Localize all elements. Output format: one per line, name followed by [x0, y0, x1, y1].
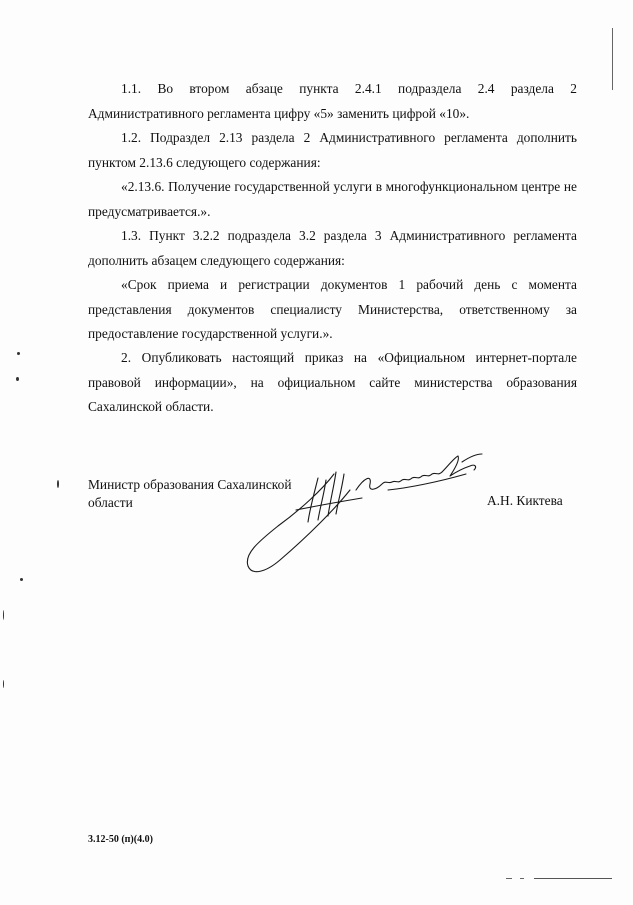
- scan-speck: [3, 610, 4, 620]
- scan-speck: [16, 377, 19, 381]
- scan-speck: [17, 352, 20, 355]
- paragraph-1-3: 1.3. Пункт 3.2.2 подраздела 3.2 раздела 3 Административного регламента дополнить абзацем следующего содержания:: [88, 228, 577, 268]
- paragraph-1-2: 1.2. Подраздел 2.13 раздела 2 Административного регламента дополнить пунктом 2.13.6 следующего содержания:: [88, 130, 577, 170]
- paragraph-2-publish: 2. Опубликовать настоящий приказ на «Официальном интернет-портале правовой информации», на официальном сайте министерства образования Сахалинской области.: [88, 350, 577, 414]
- scan-speck: [57, 480, 59, 488]
- scan-edge-line: [612, 28, 613, 90]
- paragraph-1-1: 1.1. Во втором абзаце пункта 2.4.1 подраздела 2.4 раздела 2 Административного регламента цифру «5» заменить цифрой «10».: [88, 81, 577, 121]
- handwritten-signature: [238, 450, 488, 585]
- paragraph-deadline: «Срок приема и регистрации документов 1 рабочий день с момента представления документов специалисту Министерства, ответственному за предоставление государственной услуги.».: [88, 277, 577, 341]
- signatory-title: Министр образования Сахалинской области: [88, 477, 292, 510]
- scan-dash: [506, 878, 512, 879]
- scan-speck: [3, 680, 4, 688]
- scan-dash: [520, 878, 524, 879]
- scan-bottom-line: [534, 878, 612, 879]
- document-code: 3.12-50 (п)(4.0): [88, 834, 153, 845]
- scan-speck: [20, 578, 23, 581]
- paragraph-2-13-6: «2.13.6. Получение государственной услуги в многофункциональном центре не предусматривается.».: [88, 179, 577, 219]
- signatory-name: А.Н. Киктева: [487, 493, 563, 508]
